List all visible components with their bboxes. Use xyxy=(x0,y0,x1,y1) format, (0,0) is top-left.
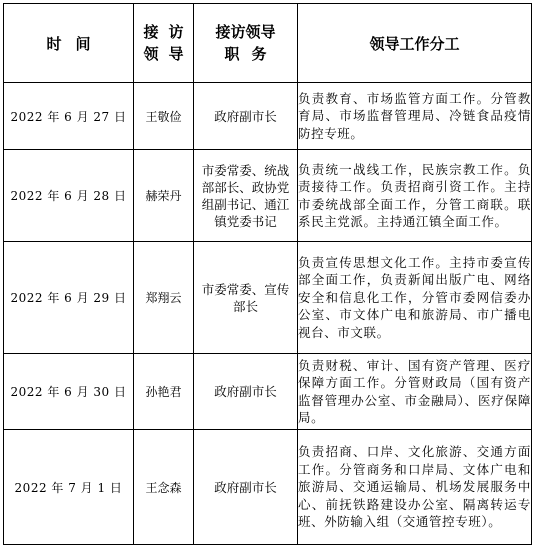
leader-name-cell: 王敬俭 xyxy=(134,83,194,150)
table-row xyxy=(4,430,532,545)
date-cell: 2022 年 7 月 1 日 xyxy=(4,430,134,545)
leader-title-cell: 政府副市长 xyxy=(194,83,298,150)
header-leader: 接访 领导 xyxy=(134,4,194,83)
date-cell: 2022 年 6 月 28 日 xyxy=(4,150,134,242)
duty-cell: 负责宣传思想文化工作。主持市委宣传部全面工作，负责新闻出版广电、网络安全和信息化工作，分管市委网信委办公室、市文体广电和旅游局、市广播电视台、市文联。 xyxy=(298,242,532,354)
date-cell: 2022 年 6 月 29 日 xyxy=(4,242,134,354)
table-row xyxy=(4,242,532,354)
leader-name-cell: 孙艳君 xyxy=(134,354,194,430)
leader-title-cell: 市委常委、统战部部长、政协党组副书记、通江镇党委书记 xyxy=(194,150,298,242)
duty-cell: 负责统一战线工作，民族宗教工作。负责接待工作。负责招商引资工作。主持市委统战部全面工作，分管工商联。联系民主党派。主持通江镇全面工作。 xyxy=(298,150,532,242)
table-row xyxy=(4,150,532,242)
leader-title-cell: 政府副市长 xyxy=(194,430,298,545)
header-duty: 领导工作分工 xyxy=(298,4,532,83)
table-row xyxy=(4,354,532,430)
leader-name-cell: 王念森 xyxy=(134,430,194,545)
duty-cell: 负责财税、审计、国有资产管理、医疗保障方面工作。分管财政局（国有资产监督管理办公室、市金融局）、医疗保障局。 xyxy=(298,354,532,430)
leader-name-cell: 赫荣丹 xyxy=(134,150,194,242)
leader-title-cell: 政府副市长 xyxy=(194,354,298,430)
duty-cell: 负责教育、市场监管方面工作。分管教育局、市场监督管理局、冷链食品疫情防控专班。 xyxy=(298,83,532,150)
date-cell: 2022 年 6 月 30 日 xyxy=(4,354,134,430)
leader-name-cell: 郑翔云 xyxy=(134,242,194,354)
header-leader-title: 接访领导 职务 xyxy=(194,4,298,83)
header-time: 时间 xyxy=(4,4,134,83)
date-cell: 2022 年 6 月 27 日 xyxy=(4,83,134,150)
table-row xyxy=(4,83,532,150)
duty-cell: 负责招商、口岸、文化旅游、交通方面工作。分管商务和口岸局、文体广电和旅游局、交通运输局、机场发展服务中心、前抚铁路建设办公室、隔离转运专班、外防输入组（交通管控专班）。 xyxy=(298,430,532,545)
table-header-row xyxy=(4,4,532,83)
leader-reception-schedule-table xyxy=(3,3,532,545)
leader-title-cell: 市委常委、宣传部长 xyxy=(194,242,298,354)
